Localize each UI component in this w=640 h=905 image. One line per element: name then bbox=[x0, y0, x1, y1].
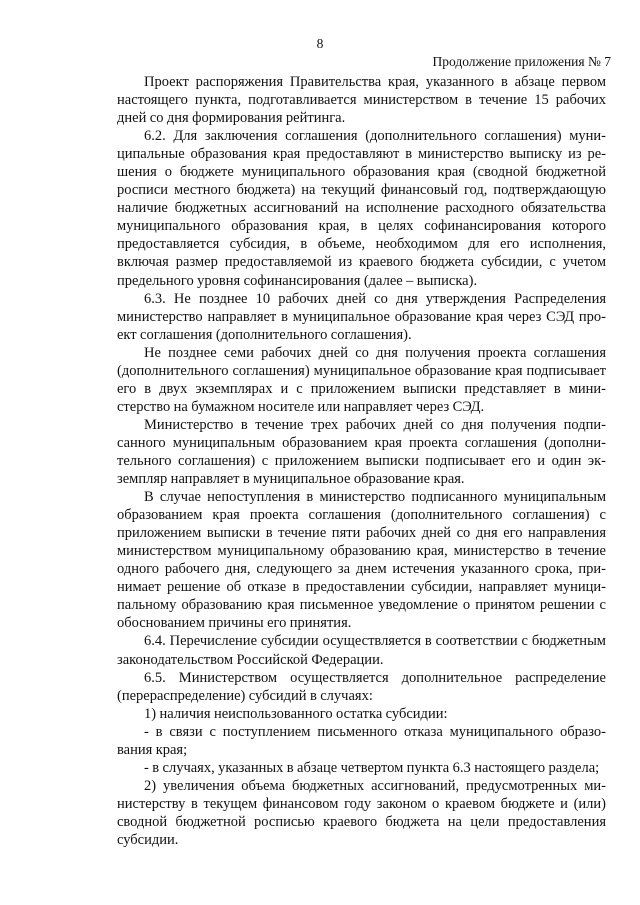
paragraph-9: 1) наличия неиспользованного остатка субсидии: bbox=[144, 705, 448, 722]
paragraph-8: 6.5. Министерством осуществляется дополнительное распределение (перераспределение) субсидий в случаях: bbox=[117, 669, 606, 704]
paragraph-12: 2) увеличения объема бюджетных ассигнований, предусмотренных министерству в текущем финансовом году законом о краевом бюджете и (или) сводной бюджетной росписью краевого бюджета на цели предоставления субсидии. bbox=[117, 777, 606, 848]
paragraph-6: В случае непоступления в министерство подписанного муниципальным образованием края проекта соглашения (дополнительного соглашения) с приложением выписки в течение пяти рабочих дней со дня его направления министерством муниципальному образованию края, министерство в течение одного рабочего дня, следующего за днем истечения указанного срока, принимает решение об отказе в предоставлении субсидии, направляет муниципальному образованию края письменное уведомление о принятом решении с обоснованием причины его принятия. bbox=[117, 489, 606, 632]
paragraph-1: Проект распоряжения Правительства края, указанного в абзаце первом настоящего пункта, подготавливается министерством в течение 15 рабочих дней со дня формирования рейтинга. bbox=[117, 74, 606, 127]
paragraph-11: - в случаях, указанных в абзаце четвертом пункта 6.3 настоящего раздела; bbox=[144, 759, 600, 776]
paragraph-4: Не позднее семи рабочих дней со дня получения проекта соглашения (дополнительного соглашения) муниципальное образование края подписывает его в двух экземплярах и с приложением выписки представляет в министерство на бумажном носителе или направляет через СЭД. bbox=[117, 344, 606, 415]
page-number: 8 bbox=[316, 36, 324, 51]
paragraph-3: 6.3. Не позднее 10 рабочих дней со дня утверждения Распределения министерство направляет в муниципальное образование края через СЭД проект соглашения (дополнительного соглашения). bbox=[117, 290, 606, 343]
appendix-note: Продолжение приложения № 7 bbox=[432, 54, 611, 69]
document-body bbox=[117, 73, 606, 849]
paragraph-10: - в связи с поступлением письменного отказа муниципального образования края; bbox=[117, 723, 606, 758]
paragraph-2: 6.2. Для заключения соглашения (дополнительного соглашения) муниципальные образования края предоставляют в министерство выписку из решения о бюджете муниципального образования края (сводной бюджетной росписи местного бюджета) на текущий финансовый год, подтверждающую наличие бюджетных ассигнований на исполнение расходного обязательства муниципального образования края, в целях софинансирования которого предоставляется субсидия, в объеме, необходимом для его исполнения, включая размер предоставляемой из краевого бюджета субсидии, с учетом предельного уровня софинансирования (далее – выписка). bbox=[117, 128, 606, 289]
paragraph-5: Министерство в течение трех рабочих дней со дня получения подписанного муниципальным образованием края проекта соглашения (дополнительного соглашения) с приложением выписки подписывает его и один экземпляр направляет в муниципальное образование края. bbox=[117, 416, 606, 488]
paragraph-7: 6.4. Перечисление субсидии осуществляется в соответствии с бюджетным законодательством Российской Федерации. bbox=[117, 633, 606, 668]
